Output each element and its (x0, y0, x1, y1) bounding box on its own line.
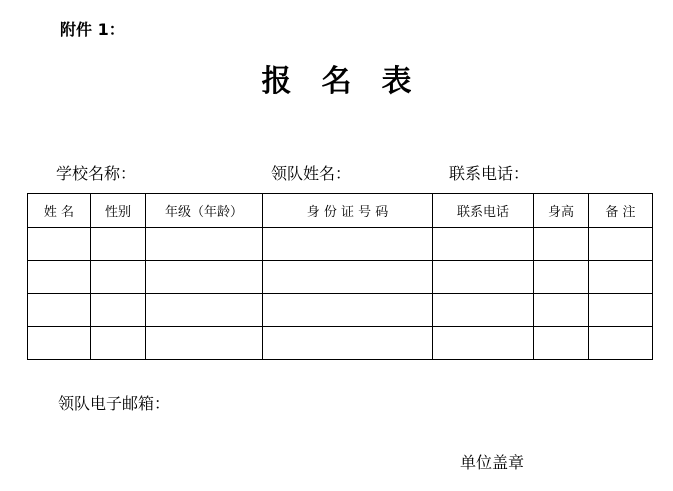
table-cell[interactable] (589, 228, 653, 261)
table-cell[interactable] (589, 261, 653, 294)
column-header-remarks: 备 注 (589, 194, 653, 228)
table-cell[interactable] (91, 327, 146, 360)
table-cell[interactable] (146, 261, 263, 294)
table-header-row (28, 194, 653, 228)
table-cell[interactable] (146, 327, 263, 360)
registration-table (27, 193, 653, 360)
table-cell[interactable] (91, 261, 146, 294)
table-cell[interactable] (534, 327, 589, 360)
column-header-name: 姓 名 (28, 194, 91, 228)
table-cell[interactable] (589, 327, 653, 360)
table-row (28, 261, 653, 294)
table-cell[interactable] (263, 294, 433, 327)
table-row (28, 228, 653, 261)
column-header-grade-age: 年级（年龄） (146, 194, 263, 228)
table-cell[interactable] (433, 261, 534, 294)
table-cell[interactable] (28, 294, 91, 327)
attachment-label: 附件 1： (60, 20, 125, 39)
table-cell[interactable] (263, 261, 433, 294)
table-cell[interactable] (433, 228, 534, 261)
contact-phone-label: 联系电话： (449, 164, 530, 183)
table-cell[interactable] (146, 294, 263, 327)
column-header-id-number: 身 份 证 号 码 (263, 194, 433, 228)
table-cell[interactable] (433, 294, 534, 327)
table-cell[interactable] (28, 228, 91, 261)
table-cell[interactable] (28, 327, 91, 360)
table-cell[interactable] (534, 228, 589, 261)
table-cell[interactable] (433, 327, 534, 360)
table-cell[interactable] (91, 228, 146, 261)
table-cell[interactable] (263, 327, 433, 360)
table-cell[interactable] (534, 261, 589, 294)
table-cell[interactable] (263, 228, 433, 261)
column-header-contact-phone: 联系电话 (433, 194, 534, 228)
table-cell[interactable] (28, 261, 91, 294)
table-row (28, 327, 653, 360)
column-header-height: 身高 (534, 194, 589, 228)
table-cell[interactable] (589, 294, 653, 327)
column-header-gender: 性别 (91, 194, 146, 228)
leader-email-label: 领队电子邮箱： (58, 394, 171, 413)
team-leader-name-label: 领队姓名： (271, 164, 352, 183)
table-cell[interactable] (534, 294, 589, 327)
table-row (28, 294, 653, 327)
table-cell[interactable] (91, 294, 146, 327)
school-name-label: 学校名称： (56, 164, 137, 183)
table-cell[interactable] (146, 228, 263, 261)
unit-seal-label: 单位盖章 (460, 453, 525, 472)
form-title: 报名表 (261, 64, 442, 99)
